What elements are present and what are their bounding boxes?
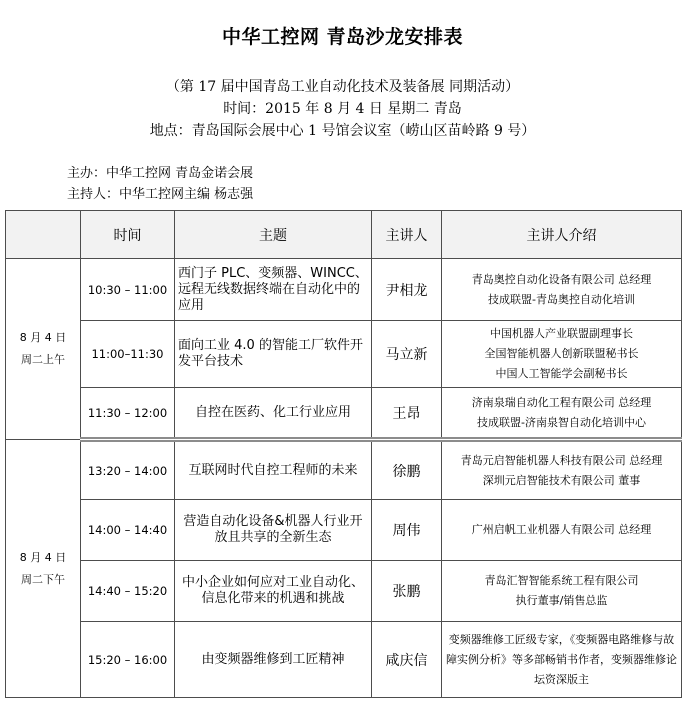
table-row xyxy=(6,321,682,388)
topic-cell: 西门子 PLC、变频器、WINCC、远程无线数据终端在自动化中的应用 xyxy=(175,259,372,321)
event-subtitle: （第 17 届中国青岛工业自动化技术及装备展 同期活动） xyxy=(165,79,520,95)
intro-line: 济南泉瑞自动化工程有限公司 总经理 xyxy=(471,395,652,409)
intro-cell xyxy=(442,500,682,561)
table-row xyxy=(6,622,682,698)
speaker-cell: 徐鹏 xyxy=(372,440,442,500)
intro-line: 中国人工智能学会副秘书长 xyxy=(495,367,628,380)
intro-cell xyxy=(442,388,682,440)
intro-line: 深圳元启智能技术有限公司 董事 xyxy=(482,473,641,487)
table-header-row xyxy=(6,211,682,259)
table-row xyxy=(6,440,682,500)
intro-line: 技成联盟-青岛奥控自动化培训 xyxy=(488,292,635,306)
topic-cell: 营造自动化设备&机器人行业开放且共享的全新生态 xyxy=(175,500,372,561)
header-time: 时间 xyxy=(81,211,175,259)
table-row xyxy=(6,561,682,622)
table-row xyxy=(6,388,682,440)
schedule-table xyxy=(5,210,682,698)
topic-cell: 自控在医药、化工行业应用 xyxy=(175,388,372,440)
header-day xyxy=(6,211,81,259)
day-date: 8 月 4 日 xyxy=(19,550,67,564)
speaker-cell: 马立新 xyxy=(372,321,442,388)
speaker-cell: 王昂 xyxy=(372,388,442,440)
header-topic: 主题 xyxy=(175,211,372,259)
intro-cell xyxy=(442,561,682,622)
intro-line: 广州启帆工业机器人有限公司 总经理 xyxy=(471,523,652,536)
intro-line: 执行董事/销售总监 xyxy=(515,594,608,607)
intro-cell xyxy=(442,259,682,321)
day-cell-afternoon xyxy=(6,440,81,698)
speaker-cell: 尹相龙 xyxy=(372,259,442,321)
table-row xyxy=(6,500,682,561)
topic-cell: 面向工业 4.0 的智能工厂软件开发平台技术 xyxy=(175,321,372,388)
time-cell: 14:40 – 15:20 xyxy=(81,561,175,622)
host-line: 主办：中华工控网 青岛金诺会展 xyxy=(67,166,254,181)
table-row xyxy=(6,259,682,321)
event-place: 地点：青岛国际会展中心 1 号馆会议室（崂山区苗岭路 9 号） xyxy=(149,123,536,139)
intro-line: 青岛汇智智能系统工程有限公司 xyxy=(484,574,639,587)
header-speaker: 主讲人 xyxy=(372,211,442,259)
intro-line: 技成联盟-济南泉智自动化培训中心 xyxy=(477,415,646,429)
intro-cell xyxy=(442,440,682,500)
event-time: 时间：2015 年 8 月 4 日 星期二 青岛 xyxy=(223,101,462,117)
speaker-cell: 张鹏 xyxy=(372,561,442,622)
speaker-cell: 咸庆信 xyxy=(372,622,442,698)
day-cell-morning xyxy=(6,259,81,440)
intro-cell xyxy=(442,321,682,388)
page-title: 中华工控网 青岛沙龙安排表 xyxy=(221,26,464,48)
intro-line: 全国智能机器人创新联盟秘书长 xyxy=(484,347,639,360)
time-cell: 11:00–11:30 xyxy=(81,321,175,388)
moderator-line: 主持人：中华工控网主编 杨志强 xyxy=(67,187,254,202)
day-period: 周二下午 xyxy=(21,572,65,586)
intro-line: 青岛奥控自动化设备有限公司 总经理 xyxy=(471,272,652,286)
topic-cell: 互联网时代自控工程师的未来 xyxy=(175,440,372,500)
time-cell: 13:20 – 14:00 xyxy=(81,440,175,500)
header-intro: 主讲人介绍 xyxy=(442,211,682,259)
topic-cell: 中小企业如何应对工业自动化、信息化带来的机遇和挑战 xyxy=(175,561,372,622)
day-date: 8 月 4 日 xyxy=(19,331,67,344)
speaker-cell: 周伟 xyxy=(372,500,442,561)
day-period: 周二上午 xyxy=(21,353,65,366)
intro-cell: 变频器维修工匠级专家，《变频器电路维修与故障实例分析》等多部畅销书作者，变频器维修论坛资深版主 xyxy=(442,622,682,698)
intro-line: 青岛元启智能机器人科技有限公司 总经理 xyxy=(460,453,663,467)
time-cell: 14:00 – 14:40 xyxy=(81,500,175,561)
time-cell: 15:20 – 16:00 xyxy=(81,622,175,698)
intro-line: 中国机器人产业联盟副理事长 xyxy=(490,327,633,340)
time-cell: 10:30 – 11:00 xyxy=(81,259,175,321)
topic-cell: 由变频器维修到工匠精神 xyxy=(175,622,372,698)
time-cell: 11:30 – 12:00 xyxy=(81,388,175,440)
